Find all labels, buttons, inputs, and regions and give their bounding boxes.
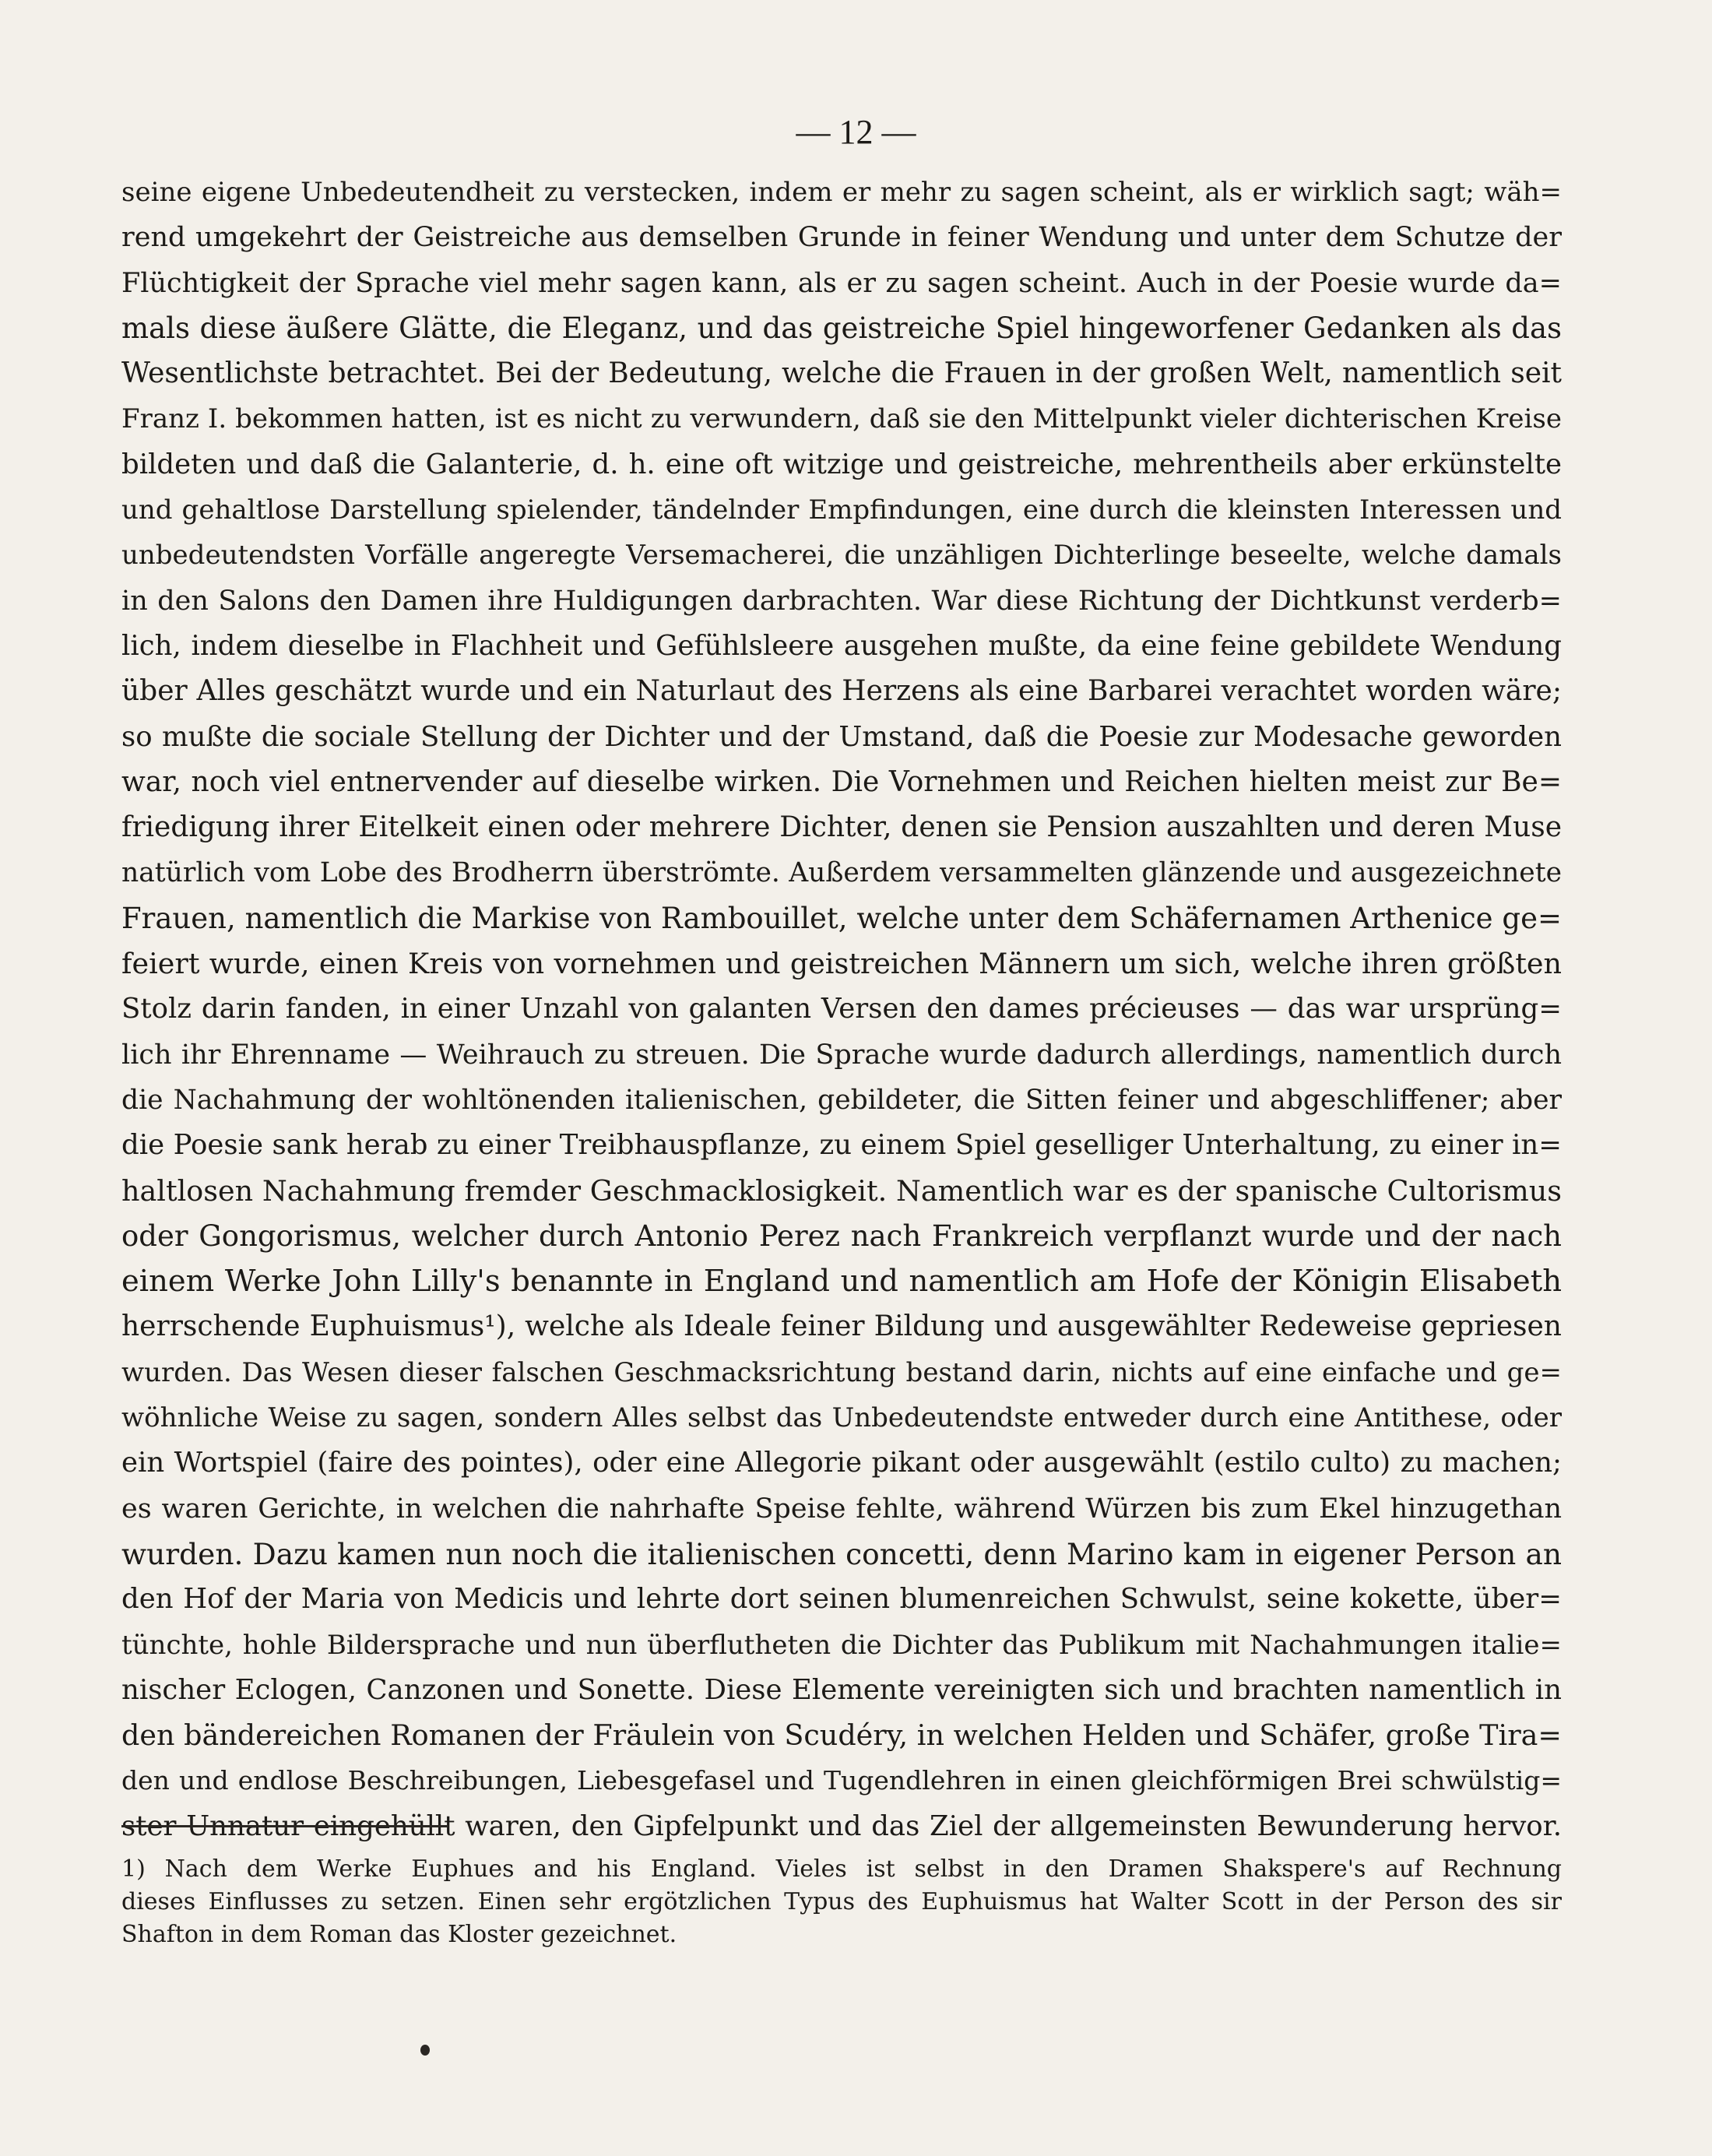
text-line: so mußte die sociale Stellung der Dichter und der Umstand, daß die Poesie zur Modesache geworden xyxy=(121,720,1562,753)
ink-speck xyxy=(420,2045,430,2056)
text-line: ster Unnatur eingehüllt waren, den Gipfelpunkt und das Ziel der allgemeinsten Bewunderung hervor. xyxy=(121,1810,1562,1842)
text-line: mals diese äußere Glätte, die Eleganz, und das geistreiche Spiel hingeworfener Gedanken als das xyxy=(121,311,1562,345)
text-line: Frauen, namentlich die Markise von Rambouillet, welche unter dem Schäfernamen Arthenice ge= xyxy=(121,901,1562,935)
text-line: die Nachahmung der wohltönenden italienischen, gebildeter, die Sitten feiner und abgeschliffener; aber xyxy=(121,1084,1562,1116)
text-line: über Alles geschätzt wurde und ein Naturlaut des Herzens als eine Barbarei verachtet worden wäre; xyxy=(121,675,1562,708)
text-line: in den Salons den Damen ihre Huldigungen darbrachten. War diese Richtung der Dichtkunst verderb= xyxy=(121,585,1562,617)
text-line: Flüchtigkeit der Sprache viel mehr sagen kann, als er zu sagen scheint. Auch in der Poesie wurde da= xyxy=(121,267,1562,299)
text-line: rend umgekehrt der Geistreiche aus demselben Grunde in feiner Wendung und unter dem Schutze der xyxy=(121,222,1562,254)
text-line: Wesentlichste betrachtet. Bei der Bedeutung, welche die Frauen in der großen Welt, namentlich seit xyxy=(121,357,1562,390)
text-line: Stolz darin fanden, in einer Unzahl von galanten Versen den dames précieuses — das war ursprüng= xyxy=(121,993,1562,1025)
text-line: Franz I. bekommen hatten, ist es nicht zu verwundern, daß sie den Mittelpunkt vieler dichterischen Kreise xyxy=(121,403,1562,435)
text-line: herrschende Euphuismus¹), welche als Ideale feiner Bildung und ausgewählter Redeweise gepriesen xyxy=(121,1310,1562,1343)
text-line: oder Gongorismus, welcher durch Antonio Perez nach Frankreich verpflanzt wurde und der nach xyxy=(121,1219,1562,1253)
text-line: wurden. Dazu kamen nun noch die italienischen concetti, denn Marino kam in eigener Person an xyxy=(121,1536,1562,1571)
text-line: friedigung ihrer Eitelkeit einen oder mehrere Dichter, denen sie Pension auszahlten und deren Muse xyxy=(121,811,1562,844)
footnote-line: Shafton in dem Roman das Kloster gezeichnet. xyxy=(121,1921,677,1948)
footnote-line: 1) Nach dem Werke Euphues and his England. Vieles ist selbst in den Dramen Shakspere's auf Rechnung xyxy=(121,1855,1562,1883)
text-line: den und endlose Beschreibungen, Liebesgefasel und Tugendlehren in einen gleichförmigen Brei schwülstig= xyxy=(121,1765,1562,1796)
text-line: seine eigene Unbedeutendheit zu verstecken, indem er mehr zu sagen scheint, als er wirklich sagt; wäh= xyxy=(121,177,1562,208)
text-line: es waren Gerichte, in welchen die nahrhafte Speise fehlte, während Würzen bis zum Ekel hinzugethan xyxy=(121,1493,1562,1525)
text-line: lich ihr Ehrenname — Weihrauch zu streuen. Die Sprache wurde dadurch allerdings, namentlich durch xyxy=(121,1039,1562,1071)
body-text xyxy=(121,170,1562,1849)
text-line: natürlich vom Lobe des Brodherrn überströmte. Außerdem versammelten glänzende und ausgezeichnete xyxy=(121,857,1562,889)
text-line: lich, indem dieselbe in Flachheit und Gefühlsleere ausgehen mußte, da eine feine gebildete Wendung xyxy=(121,629,1562,662)
text-line: und gehaltlose Darstellung spielender, tändelnder Empfindungen, eine durch die kleinsten Interessen und xyxy=(121,494,1562,526)
text-line: den Hof der Maria von Medicis und lehrte dort seinen blumenreichen Schwulst, seine kokette, über= xyxy=(121,1583,1562,1616)
footnote-divider xyxy=(121,1825,448,1827)
page-number: — 12 — xyxy=(796,113,916,151)
text-line: einem Werke John Lilly's benannte in England und namentlich am Hofe der Königin Elisabeth xyxy=(121,1264,1562,1300)
text-line: bildeten und daß die Galanterie, d. h. eine oft witzige und geistreiche, mehrentheils aber erkünstelte xyxy=(121,448,1562,480)
footnote-line: dieses Einflusses zu setzen. Einen sehr ergötzlichen Typus des Euphuismus hat Walter Scott in der Person des sir xyxy=(121,1888,1562,1915)
text-line: haltlosen Nachahmung fremder Geschmacklosigkeit. Namentlich war es der spanische Cultorismus xyxy=(121,1173,1562,1208)
text-line: tünchte, hohle Bildersprache und nun überflutheten die Dichter das Publikum mit Nachahmungen italie= xyxy=(121,1629,1562,1661)
text-line: unbedeutendsten Vorfälle angeregte Versemacherei, die unzähligen Dichterlinge beseelte, welche damals xyxy=(121,540,1562,572)
text-line: den bändereichen Romanen der Fräulein von Scudéry, in welchen Helden und Schäfer, große Tira= xyxy=(121,1718,1562,1753)
text-line: ein Wortspiel (faire des pointes), oder eine Allegorie pikant oder ausgewählt (estilo culto) zu machen; xyxy=(121,1447,1562,1479)
text-line: die Poesie sank herab zu einer Treibhauspflanze, zu einem Spiel geselliger Unterhaltung, zu einer in= xyxy=(121,1129,1562,1162)
text-line: war, noch viel entnervender auf dieselbe wirken. Die Vornehmen und Reichen hielten meist zur Be= xyxy=(121,765,1562,798)
footnotes xyxy=(121,1853,1562,1951)
text-line: feiert wurde, einen Kreis von vornehmen und geistreichen Männern um sich, welche ihren größten xyxy=(121,947,1562,981)
text-line: wöhnliche Weise zu sagen, sondern Alles selbst das Unbedeutendste entweder durch eine Antithese, oder xyxy=(121,1402,1562,1434)
text-line: wurden. Das Wesen dieser falschen Geschmacksrichtung bestand darin, nichts auf eine einfache und ge= xyxy=(121,1356,1562,1388)
text-line: nischer Eclogen, Canzonen und Sonette. Diese Elemente vereinigten sich und brachten namentlich in xyxy=(121,1673,1562,1706)
